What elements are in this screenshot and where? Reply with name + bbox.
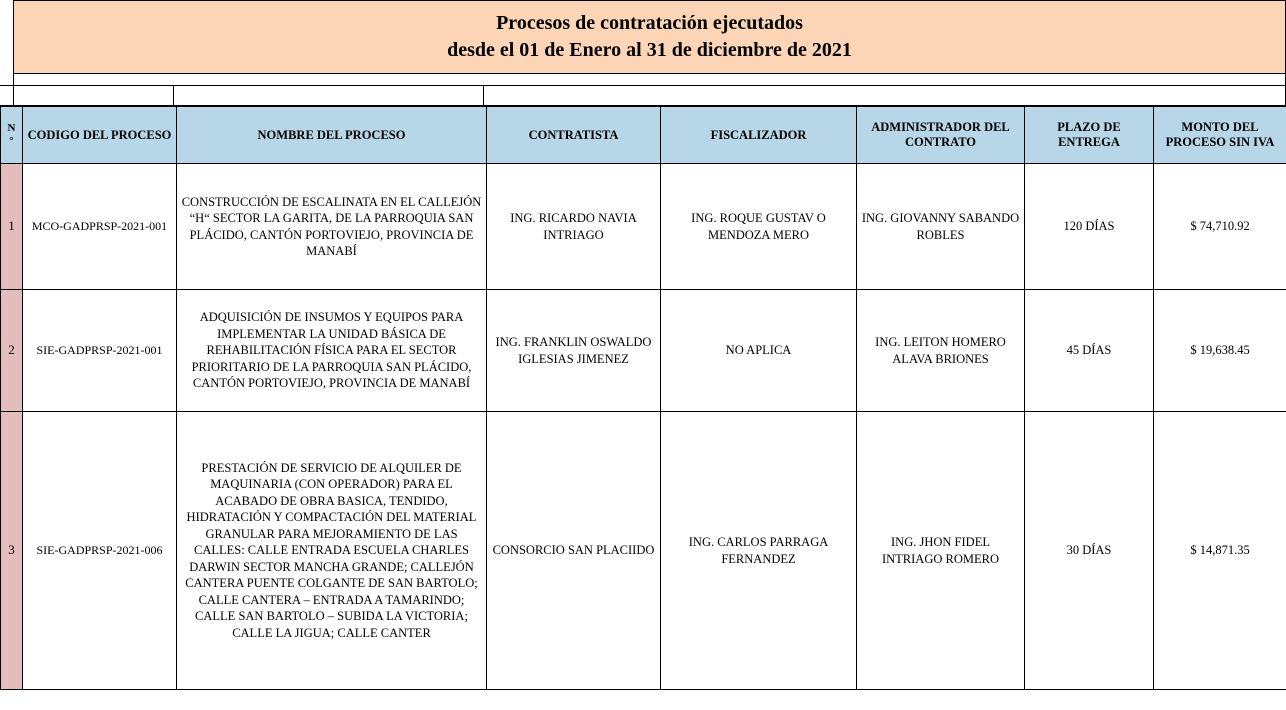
spacer-row-2 <box>0 86 1286 106</box>
cell-administrador: ING. JHON FIDEL INTRIAGO ROMERO <box>857 412 1025 690</box>
spacer-cell <box>0 74 14 86</box>
cell-monto: $ 74,710.92 <box>1154 164 1286 290</box>
column-header-nombre: NOMBRE DEL PROCESO <box>177 107 487 164</box>
spacer-cell <box>0 86 14 106</box>
column-header-contratista: CONTRATISTA <box>487 107 661 164</box>
column-header-plazo: PLAZO DE ENTREGA <box>1025 107 1154 164</box>
title-banner <box>0 0 1286 74</box>
cell-contratista: CONSORCIO SAN PLACIIDO <box>487 412 661 690</box>
column-header-number: N ° <box>1 107 23 164</box>
spacer-cell <box>14 74 1286 86</box>
cell-fiscalizador: ING. CARLOS PARRAGA FERNANDEZ <box>661 412 857 690</box>
title-line-1: Procesos de contratación ejecutados <box>496 12 803 34</box>
title-line-2: desde el 01 de Enero al 31 de diciembre de 2021 <box>447 39 852 61</box>
cell-codigo: SIE-GADPRSP-2021-006 <box>23 412 177 690</box>
column-header-administrador: ADMINISTRADOR DEL CONTRATO <box>857 107 1025 164</box>
cell-fiscalizador: ING. ROQUE GUSTAV O MENDOZA MERO <box>661 164 857 290</box>
cell-administrador: ING. GIOVANNY SABANDO ROBLES <box>857 164 1025 290</box>
cell-contratista: ING. FRANKLIN OSWALDO IGLESIAS JIMENEZ <box>487 290 661 412</box>
contracts-table <box>0 106 1286 690</box>
row-index: 1 <box>1 164 23 290</box>
table-row <box>1 164 1286 290</box>
cell-nombre: ADQUISICIÓN DE INSUMOS Y EQUIPOS PARA IMPLEMENTAR LA UNIDAD BÁSICA DE REHABILITACIÓN FÍSICA PARA EL SECTOR PRIORITARIO DE LA PARROQUIA SAN PLÁCIDO, CANTÓN PORTOVIEJO, PROVINCIA DE MANABÍ <box>177 290 487 412</box>
cell-codigo: MCO-GADPRSP-2021-001 <box>23 164 177 290</box>
cell-plazo: 45 DÍAS <box>1025 290 1154 412</box>
cell-nombre: PRESTACIÓN DE SERVICIO DE ALQUILER DE MAQUINARIA (CON OPERADOR) PARA EL ACABADO DE OBRA BASICA, TENDIDO, HIDRATACIÓN Y COMPACTACIÓN DEL MATERIAL GRANULAR PARA MEJORAMIENTO DE LAS CALLES: CALLE ENTRADA ESCUELA CHARLES DARWIN SECTOR MANCHA GRANDE; CALLEJÓN CANTERA PUENTE COLGANTE DE SAN BARTOLO; CALLE CANTERA – ENTRADA A TAMARINDO; CALLE SAN BARTOLO – SUBIDA LA VICTORIA; CALLE LA JIGUA; CALLE CANTER <box>177 412 487 690</box>
table-row <box>1 412 1286 690</box>
cell-monto: $ 14,871.35 <box>1154 412 1286 690</box>
table-header-row <box>1 107 1286 164</box>
cell-administrador: ING. LEITON HOMERO ALAVA BRIONES <box>857 290 1025 412</box>
spacer-row-1 <box>0 74 1286 86</box>
cell-contratista: ING. RICARDO NAVIA INTRIAGO <box>487 164 661 290</box>
spacer-cell <box>484 86 1286 106</box>
row-index: 2 <box>1 290 23 412</box>
column-header-fiscalizador: FISCALIZADOR <box>661 107 857 164</box>
column-header-monto: MONTO DEL PROCESO SIN IVA <box>1154 107 1286 164</box>
spacer-cell <box>14 86 174 106</box>
cell-codigo: SIE-GADPRSP-2021-001 <box>23 290 177 412</box>
row-header-gutter <box>0 0 14 74</box>
cell-monto: $ 19,638.45 <box>1154 290 1286 412</box>
cell-nombre: CONSTRUCCIÓN DE ESCALINATA EN EL CALLEJÓN “H“ SECTOR LA GARITA, DE LA PARROQUIA SAN PLÁCIDO, CANTÓN PORTOVIEJO, PROVINCIA DE MANABÍ <box>177 164 487 290</box>
cell-plazo: 30 DÍAS <box>1025 412 1154 690</box>
spacer-cell <box>174 86 484 106</box>
table-row <box>1 290 1286 412</box>
row-index: 3 <box>1 412 23 690</box>
cell-plazo: 120 DÍAS <box>1025 164 1154 290</box>
column-header-codigo: CODIGO DEL PROCESO <box>23 107 177 164</box>
cell-fiscalizador: NO APLICA <box>661 290 857 412</box>
document-title <box>14 0 1286 74</box>
